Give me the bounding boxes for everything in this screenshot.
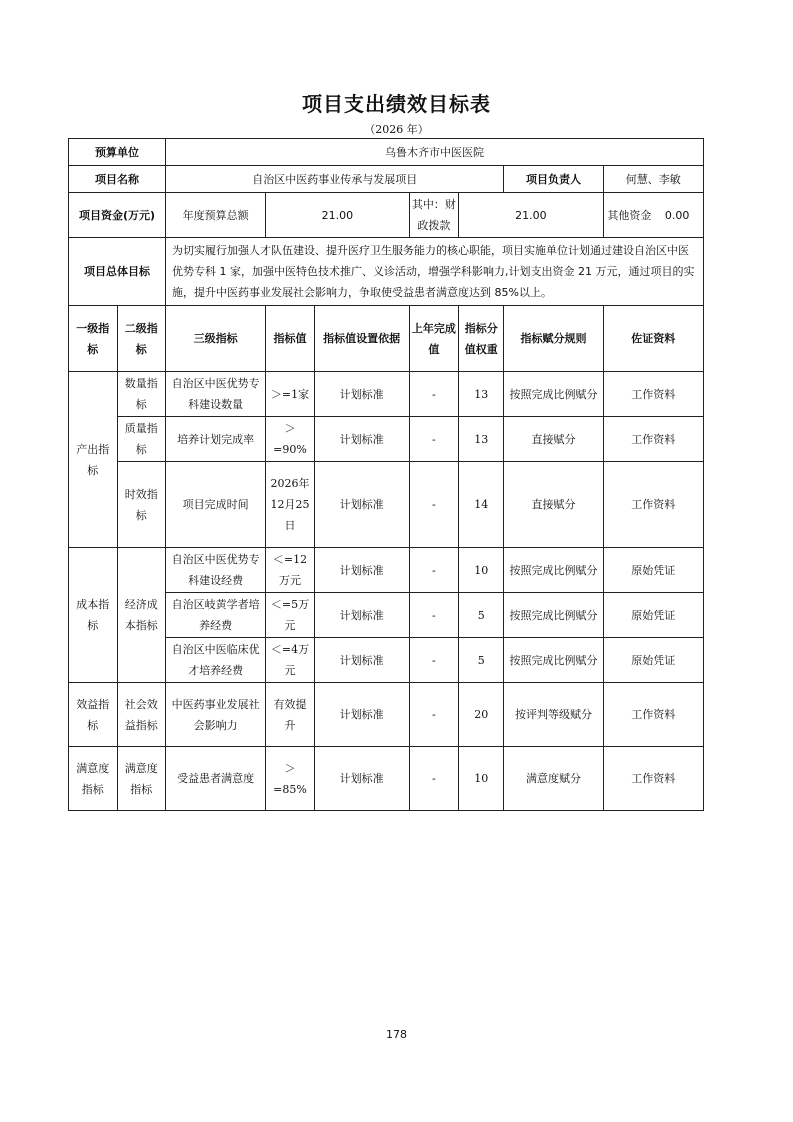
indicator-weight: 10 — [459, 548, 504, 593]
project-leader-label: 项目负责人 — [504, 166, 603, 193]
indicator-last-year: - — [409, 462, 459, 548]
indicator-basis: 计划标准 — [314, 747, 409, 811]
page-number: 178 — [386, 1028, 407, 1041]
project-funds-row — [69, 193, 704, 238]
group-output: 产出指标 — [69, 372, 118, 548]
indicator-last-year: - — [409, 548, 459, 593]
indicator-weight: 13 — [459, 417, 504, 462]
indicator-weight: 10 — [459, 747, 504, 811]
indicator-evidence: 原始凭证 — [603, 548, 703, 593]
indicator-name: 自治区中医临床优才培养经费 — [166, 638, 266, 683]
table-row — [69, 372, 704, 417]
subgroup-satisfaction: 满意度指标 — [117, 747, 166, 811]
header-weight: 指标分值权重 — [459, 306, 504, 372]
table-row — [69, 683, 704, 747]
performance-table — [68, 138, 704, 811]
header-last-year: 上年完成值 — [409, 306, 459, 372]
project-leader-value: 何慧、李敏 — [603, 166, 703, 193]
indicator-name: 培养计划完成率 — [166, 417, 266, 462]
indicator-weight: 5 — [459, 638, 504, 683]
subgroup-quantity: 数量指标 — [117, 372, 166, 417]
other-funds — [603, 193, 703, 238]
other-funds-label: 其他资金 — [607, 208, 652, 222]
indicator-name: 项目完成时间 — [166, 462, 266, 548]
indicator-value: ＜=12万元 — [266, 548, 315, 593]
header-level3: 三级指标 — [166, 306, 266, 372]
indicator-rule: 直接赋分 — [504, 417, 603, 462]
budget-unit-value: 乌鲁木齐市中医医院 — [166, 139, 704, 166]
indicator-rule: 直接赋分 — [504, 462, 603, 548]
indicator-last-year: - — [409, 417, 459, 462]
header-value: 指标值 — [266, 306, 315, 372]
indicator-rule: 按照完成比例赋分 — [504, 372, 603, 417]
indicator-basis: 计划标准 — [314, 593, 409, 638]
indicator-name: 自治区中医优势专科建设数量 — [166, 372, 266, 417]
indicator-name: 受益患者满意度 — [166, 747, 266, 811]
header-level2: 二级指标 — [117, 306, 166, 372]
indicator-evidence: 工作资料 — [603, 372, 703, 417]
funds-label: 项目资金(万元) — [69, 193, 166, 238]
document-title: 项目支出绩效目标表 — [302, 92, 491, 116]
indicator-value: ＞=1家 — [266, 372, 315, 417]
table-row — [69, 417, 704, 462]
overall-goal-text: 为切实履行加强人才队伍建设、提升医疗卫生服务能力的核心职能，项目实施单位计划通过建设自治区中医优势专科 1 家，加强中医特色技术推广、义诊活动，增强学科影响力,计划支出资金 21 万元，通过项目的实施，提升中医药事业发展社会影响力，争取使受益患者满意度达到 85%以上。 — [166, 238, 704, 306]
indicator-rule: 按照完成比例赋分 — [504, 548, 603, 593]
subgroup-quality: 质量指标 — [117, 417, 166, 462]
annual-budget-label: 年度预算总额 — [166, 193, 266, 238]
indicator-basis: 计划标准 — [314, 372, 409, 417]
indicator-last-year: - — [409, 683, 459, 747]
group-benefit: 效益指标 — [69, 683, 118, 747]
indicator-basis: 计划标准 — [314, 638, 409, 683]
header-basis: 指标值设置依据 — [314, 306, 409, 372]
indicator-value: ＜=5万元 — [266, 593, 315, 638]
indicator-basis: 计划标准 — [314, 417, 409, 462]
indicator-last-year: - — [409, 372, 459, 417]
indicator-evidence: 工作资料 — [603, 462, 703, 548]
project-name-row — [69, 166, 704, 193]
document-year: （2026 年） — [364, 123, 429, 136]
indicator-evidence: 原始凭证 — [603, 638, 703, 683]
table-row — [69, 548, 704, 593]
indicator-value: ＜=4万元 — [266, 638, 315, 683]
group-satisfaction: 满意度指标 — [69, 747, 118, 811]
indicator-evidence: 原始凭证 — [603, 593, 703, 638]
indicator-basis: 计划标准 — [314, 548, 409, 593]
indicator-name: 自治区岐黄学者培养经费 — [166, 593, 266, 638]
indicator-last-year: - — [409, 638, 459, 683]
indicator-basis: 计划标准 — [314, 462, 409, 548]
indicator-evidence: 工作资料 — [603, 417, 703, 462]
indicator-value: ＞=85% — [266, 747, 315, 811]
indicator-last-year: - — [409, 747, 459, 811]
indicator-rule: 按照完成比例赋分 — [504, 593, 603, 638]
header-rule: 指标赋分规则 — [504, 306, 603, 372]
indicator-value: ＞=90% — [266, 417, 315, 462]
indicator-weight: 5 — [459, 593, 504, 638]
budget-unit-label: 预算单位 — [69, 139, 166, 166]
project-name-value: 自治区中医药事业传承与发展项目 — [166, 166, 504, 193]
indicator-last-year: - — [409, 593, 459, 638]
project-name-label: 项目名称 — [69, 166, 166, 193]
indicator-value: 有效提升 — [266, 683, 315, 747]
subgroup-economic-cost: 经济成本指标 — [117, 548, 166, 683]
indicator-evidence: 工作资料 — [603, 683, 703, 747]
subgroup-social-benefit: 社会效益指标 — [117, 683, 166, 747]
other-funds-value: 0.00 — [664, 208, 690, 222]
overall-goal-label: 项目总体目标 — [69, 238, 166, 306]
fiscal-label: 其中：财政拨款 — [409, 193, 459, 238]
fiscal-value: 21.00 — [459, 193, 603, 238]
indicator-name: 自治区中医优势专科建设经费 — [166, 548, 266, 593]
indicator-weight: 20 — [459, 683, 504, 747]
overall-goal-row — [69, 238, 704, 306]
annual-budget-value: 21.00 — [266, 193, 409, 238]
indicator-weight: 13 — [459, 372, 504, 417]
indicator-basis: 计划标准 — [314, 683, 409, 747]
indicator-rule: 满意度赋分 — [504, 747, 603, 811]
group-cost: 成本指标 — [69, 548, 118, 683]
table-row — [69, 462, 704, 548]
header-evidence: 佐证资料 — [603, 306, 703, 372]
header-row — [69, 306, 704, 372]
subgroup-timeliness: 时效指标 — [117, 462, 166, 548]
indicator-value: 2026年12月25日 — [266, 462, 315, 548]
indicator-weight: 14 — [459, 462, 504, 548]
indicator-evidence: 工作资料 — [603, 747, 703, 811]
indicator-rule: 按评判等级赋分 — [504, 683, 603, 747]
indicator-rule: 按照完成比例赋分 — [504, 638, 603, 683]
indicator-name: 中医药事业发展社会影响力 — [166, 683, 266, 747]
budget-unit-row — [69, 139, 704, 166]
table-row — [69, 747, 704, 811]
header-level1: 一级指标 — [69, 306, 118, 372]
